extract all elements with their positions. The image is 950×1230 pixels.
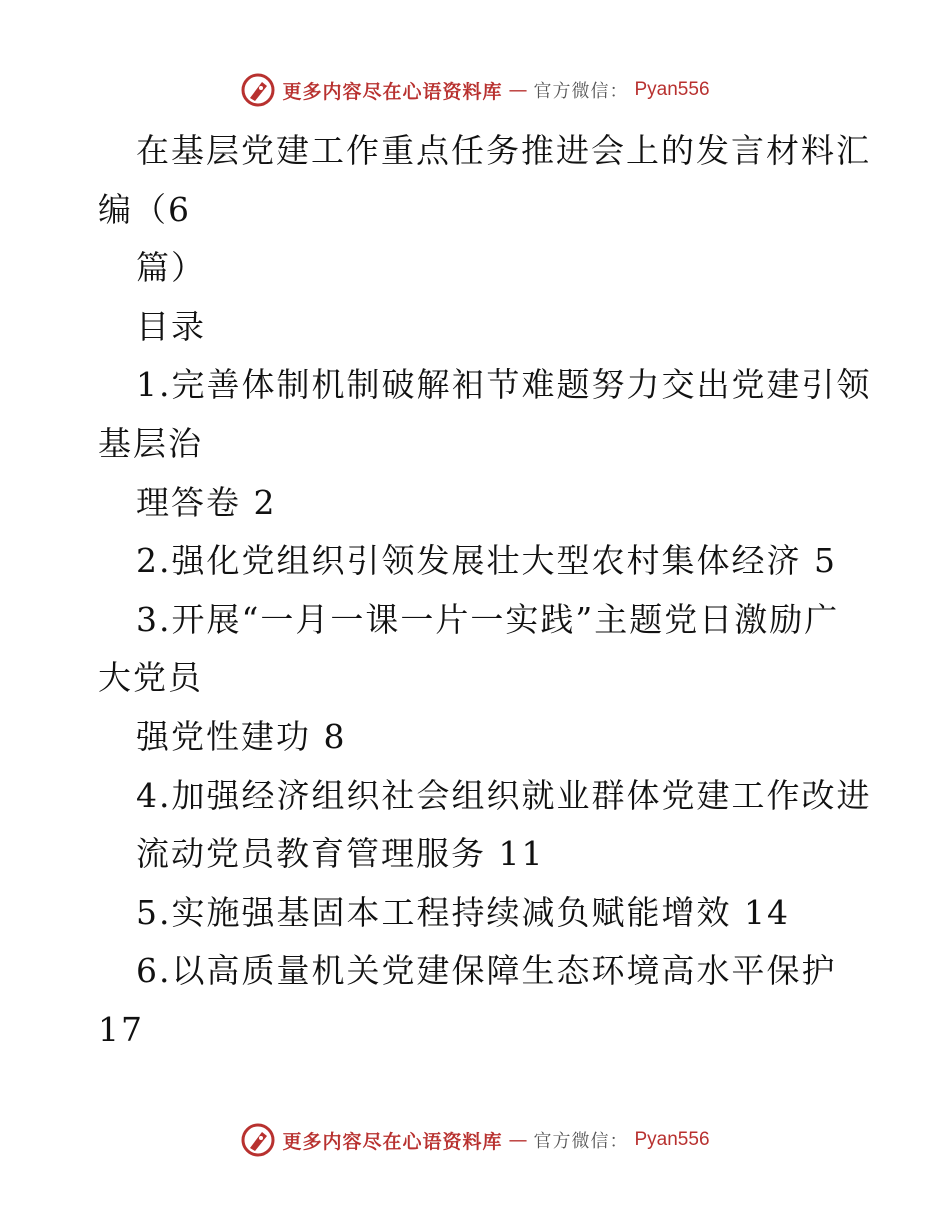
banner-separator: — (508, 1129, 528, 1151)
toc-item-1-line-3: 理答卷 2 (136, 482, 277, 522)
toc-item-1-line-2: 基层治 (98, 423, 203, 463)
toc-item-6-line-1: 6.以高质量机关党建保障生态环境高水平保护 (136, 951, 837, 991)
doc-title-line-3: 篇） (136, 248, 206, 288)
banner-text: 更多内容尽在心语资料库 (282, 80, 503, 103)
toc-item-2: 2.强化党组织引领发展壮大型农村集体经济 5 (136, 541, 837, 581)
toc-item-5: 5.实施强基固本工程持续减负赋能增效 14 (136, 892, 790, 932)
header-banner (0, 70, 950, 110)
doc-title-line-2: 编（6 (98, 189, 191, 229)
footer-banner (0, 1120, 950, 1160)
pen-nib-logo-icon (240, 1122, 276, 1158)
toc-heading: 目录 (136, 306, 206, 346)
banner-wechat-label: 官方微信： (533, 81, 629, 102)
toc-item-4-line-2: 流动党员教育管理服务 11 (136, 834, 545, 874)
banner-separator: — (508, 79, 528, 101)
document-body (98, 122, 872, 1060)
toc-item-3-line-1: 3.开展“一月一课一片一实践”主题党日激励广 (136, 599, 840, 639)
toc-item-6-line-2: 17 (98, 1009, 144, 1049)
banner-wechat-id: Pyan556 (634, 1129, 710, 1150)
pen-nib-logo-icon (240, 72, 276, 108)
toc-item-3-line-3: 强党性建功 8 (136, 716, 347, 756)
doc-title-line-1: 在基层党建工作重点任务推进会上的发言材料汇 (136, 131, 871, 170)
toc-item-1-line-1: 1.完善体制机制破解衵节难题努力交出党建引领 (136, 365, 872, 405)
toc-item-4-line-1: 4.加强经济组织社会组织就业群体党建工作改进 (136, 775, 872, 815)
banner-text: 更多内容尽在心语资料库 (282, 1130, 503, 1153)
banner-wechat-label: 官方微信： (533, 1131, 629, 1152)
toc-item-3-line-2: 大党员 (98, 658, 203, 698)
banner-wechat-id: Pyan556 (634, 79, 710, 100)
